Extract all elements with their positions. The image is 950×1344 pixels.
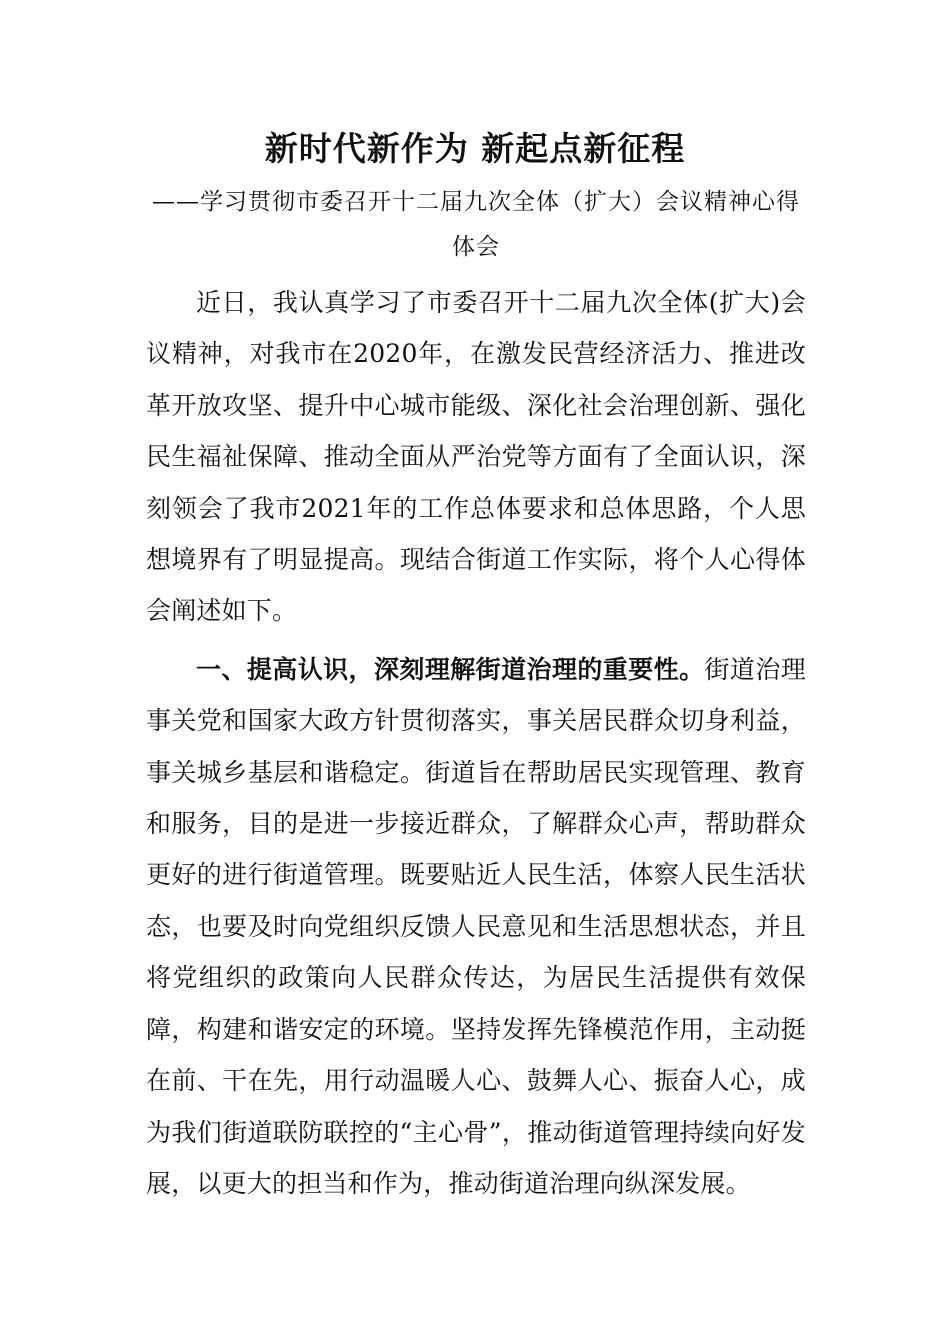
document-body: [146, 277, 806, 1209]
section-1-text: 街道治理事关党和国家大政方针贯彻落实，事关居民群众切身利益，事关城乡基层和谐稳定。街道旨在帮助居民实现管理、教育和服务，目的是进一步接近群众，了解群众心声，帮助群众更好的进行街道管理。既要贴近人民生活，体察人民生活状态，也要及时向党组织反馈人民意见和生活思想状态，并且将党组织的政策向人民群众传达，为居民生活提供有效保障，构建和谐安定的环境。坚持发挥先锋模范作用，主动挺在前、干在先，用行动温暖人心、鼓舞人心、振奋人心，成为我们街道联防联控的“主心骨”，推动街道管理持续向好发展，以更大的担当和作为，推动街道治理向纵深发展。: [146, 654, 806, 1198]
paragraph-section-1: [146, 644, 806, 1209]
section-1-heading: 一、提高认识，深刻理解街道治理的重要性。: [196, 654, 705, 684]
document-subtitle: ——学习贯彻市委召开十二届九次全体（扩大）会议精神心得体会: [152, 189, 800, 260]
paragraph-intro: [146, 277, 806, 637]
paragraph-intro-text: 近日，我认真学习了市委召开十二届九次全体(扩大)会议精神，对我市在2020年，在激发民营经济活力、推进改革开放攻坚、提升中心城市能级、深化社会治理创新、强化民生福祉保障、推动全面从严治党等方面有了全面认识，深刻领会了我市2021年的工作总体要求和总体思路，个人思想境界有了明显提高。现结合街道工作实际，将个人心得体会阐述如下。: [146, 288, 806, 626]
document-title: 新时代新作为 新起点新征程: [264, 129, 686, 168]
